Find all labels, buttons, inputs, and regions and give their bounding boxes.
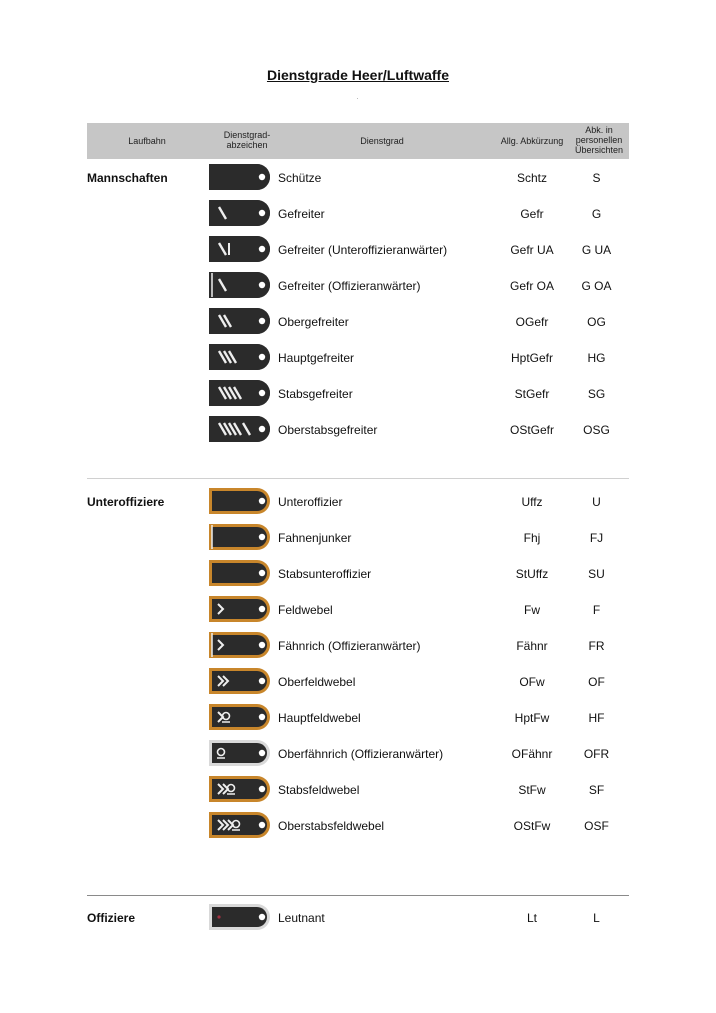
rank-name: Fahnenjunker <box>278 531 352 545</box>
rank-abbreviation: Fw <box>524 603 540 617</box>
table-row <box>87 484 629 518</box>
table-row <box>87 520 629 554</box>
rank-insignia-icon <box>207 414 273 444</box>
rank-abbreviation: OGefr <box>515 315 549 329</box>
rank-abbreviation: Lt <box>526 911 537 925</box>
table-row <box>87 196 629 230</box>
group-label: Mannschaften <box>87 171 168 185</box>
rank-name: Feldwebel <box>278 603 333 617</box>
rank-personnel-abbreviation: G UA <box>581 243 612 257</box>
header-abzeichen-line2: abzeichen <box>226 140 268 150</box>
rank-name: Stabsgefreiter <box>278 387 353 401</box>
rank-insignia-icon <box>207 486 273 516</box>
rank-personnel-abbreviation: SG <box>587 387 606 401</box>
rank-personnel-abbreviation: OSF <box>584 819 609 833</box>
header-pers <box>569 125 629 155</box>
rank-abbreviation: Schtz <box>516 171 547 185</box>
table-row <box>87 772 629 806</box>
rank-abbreviation: OFähnr <box>511 747 553 761</box>
rank-name: Hauptfeldwebel <box>278 711 361 725</box>
rank-insignia-icon <box>207 774 273 804</box>
rank-insignia-icon <box>207 522 273 552</box>
rank-name: Stabsfeldwebel <box>278 783 360 797</box>
divider-offiziere <box>87 895 629 896</box>
header-pers-line3: Übersichten <box>574 145 624 155</box>
rank-name: Gefreiter <box>278 207 325 221</box>
rank-name: Gefreiter (Unteroffizieranwärter) <box>278 243 448 257</box>
rank-personnel-abbreviation: U <box>592 495 601 509</box>
table-row <box>87 340 629 374</box>
table-row <box>87 376 629 410</box>
rank-insignia-icon <box>207 378 273 408</box>
rank-abbreviation: Fähnr <box>516 639 548 653</box>
rank-personnel-abbreviation: SF <box>588 783 605 797</box>
rank-abbreviation: HptFw <box>514 711 550 725</box>
rank-abbreviation: HptGefr <box>510 351 553 365</box>
table-row <box>87 232 629 266</box>
rank-abbreviation: Gefr <box>520 207 544 221</box>
rank-personnel-abbreviation: F <box>592 603 601 617</box>
rank-insignia-icon <box>207 630 273 660</box>
header-abzeichen <box>207 130 287 150</box>
table-row <box>87 700 629 734</box>
rank-insignia-icon <box>207 738 273 768</box>
rank-personnel-abbreviation: HF <box>588 711 605 725</box>
rank-insignia-icon <box>207 666 273 696</box>
rank-personnel-abbreviation: OSG <box>583 423 610 437</box>
rank-abbreviation: Gefr OA <box>509 279 554 293</box>
page-title: Dienstgrade Heer/Luftwaffe <box>266 67 450 83</box>
rank-abbreviation: OFw <box>519 675 545 689</box>
header-abzeichen-line1: Dienstgrad- <box>223 130 271 140</box>
table-row <box>87 268 629 302</box>
rank-personnel-abbreviation: FJ <box>589 531 604 545</box>
rank-insignia-icon <box>207 702 273 732</box>
rank-insignia-icon <box>207 342 273 372</box>
rank-personnel-abbreviation: FR <box>588 639 605 653</box>
header-pers-line2: personellen <box>575 135 623 145</box>
rank-personnel-abbreviation: L <box>593 911 600 925</box>
header-dienstgrad: Dienstgrad <box>360 136 404 146</box>
rank-name: Fähnrich (Offizieranwärter) <box>278 639 421 653</box>
rank-name: Hauptgefreiter <box>278 351 355 365</box>
rank-name: Unteroffizier <box>278 495 343 509</box>
rank-insignia-icon <box>207 198 273 228</box>
rank-abbreviation: StFw <box>518 783 546 797</box>
group-label: Offiziere <box>87 911 136 925</box>
rank-name: Gefreiter (Offizieranwärter) <box>278 279 421 293</box>
rank-abbreviation: OStGefr <box>509 423 554 437</box>
rank-personnel-abbreviation: OF <box>588 675 605 689</box>
table-header <box>87 123 629 159</box>
rank-personnel-abbreviation: S <box>592 171 601 185</box>
rank-name: Stabsunteroffizier <box>278 567 372 581</box>
header-pers-line1: Abk. in <box>585 125 613 135</box>
rank-insignia-icon <box>207 306 273 336</box>
rank-abbreviation: OStFw <box>513 819 551 833</box>
rank-personnel-abbreviation: SU <box>588 567 605 581</box>
rank-abbreviation: Uffz <box>521 495 543 509</box>
table-row <box>87 556 629 590</box>
decorative-dot <box>357 98 358 99</box>
rank-name: Schütze <box>278 171 322 185</box>
rank-name: Oberstabsfeldwebel <box>278 819 385 833</box>
rank-abbreviation: Gefr UA <box>510 243 554 257</box>
rank-insignia-icon <box>207 234 273 264</box>
divider-unteroffiziere <box>87 478 629 479</box>
rank-name: Oberfähnrich (Offizieranwärter) <box>278 747 444 761</box>
header-laufbahn: Laufbahn <box>128 136 166 146</box>
rank-personnel-abbreviation: G <box>591 207 602 221</box>
rank-insignia-icon <box>207 162 273 192</box>
table-row <box>87 900 629 934</box>
rank-insignia-icon <box>207 594 273 624</box>
header-abk: Allg. Abkürzung <box>500 136 564 146</box>
rank-insignia-icon <box>207 270 273 300</box>
rank-name: Leutnant <box>278 911 325 925</box>
table-row <box>87 736 629 770</box>
rank-abbreviation: StGefr <box>514 387 550 401</box>
table-row <box>87 412 629 446</box>
rank-name: Oberfeldwebel <box>278 675 356 689</box>
table-row <box>87 592 629 626</box>
rank-insignia-icon <box>207 810 273 840</box>
group-label: Unteroffiziere <box>87 495 165 509</box>
table-row <box>87 808 629 842</box>
rank-personnel-abbreviation: OG <box>587 315 606 329</box>
table-row <box>87 304 629 338</box>
table-row <box>87 160 629 194</box>
rank-abbreviation: StUffz <box>515 567 549 581</box>
rank-personnel-abbreviation: G OA <box>581 279 612 293</box>
rank-personnel-abbreviation: HG <box>587 351 606 365</box>
rank-abbreviation: Fhj <box>523 531 541 545</box>
rank-name: Oberstabsgefreiter <box>278 423 378 437</box>
table-row <box>87 628 629 662</box>
rank-insignia-icon <box>207 558 273 588</box>
rank-name: Obergefreiter <box>278 315 349 329</box>
rank-insignia-icon <box>207 902 273 932</box>
table-row <box>87 664 629 698</box>
rank-personnel-abbreviation: OFR <box>583 747 610 761</box>
